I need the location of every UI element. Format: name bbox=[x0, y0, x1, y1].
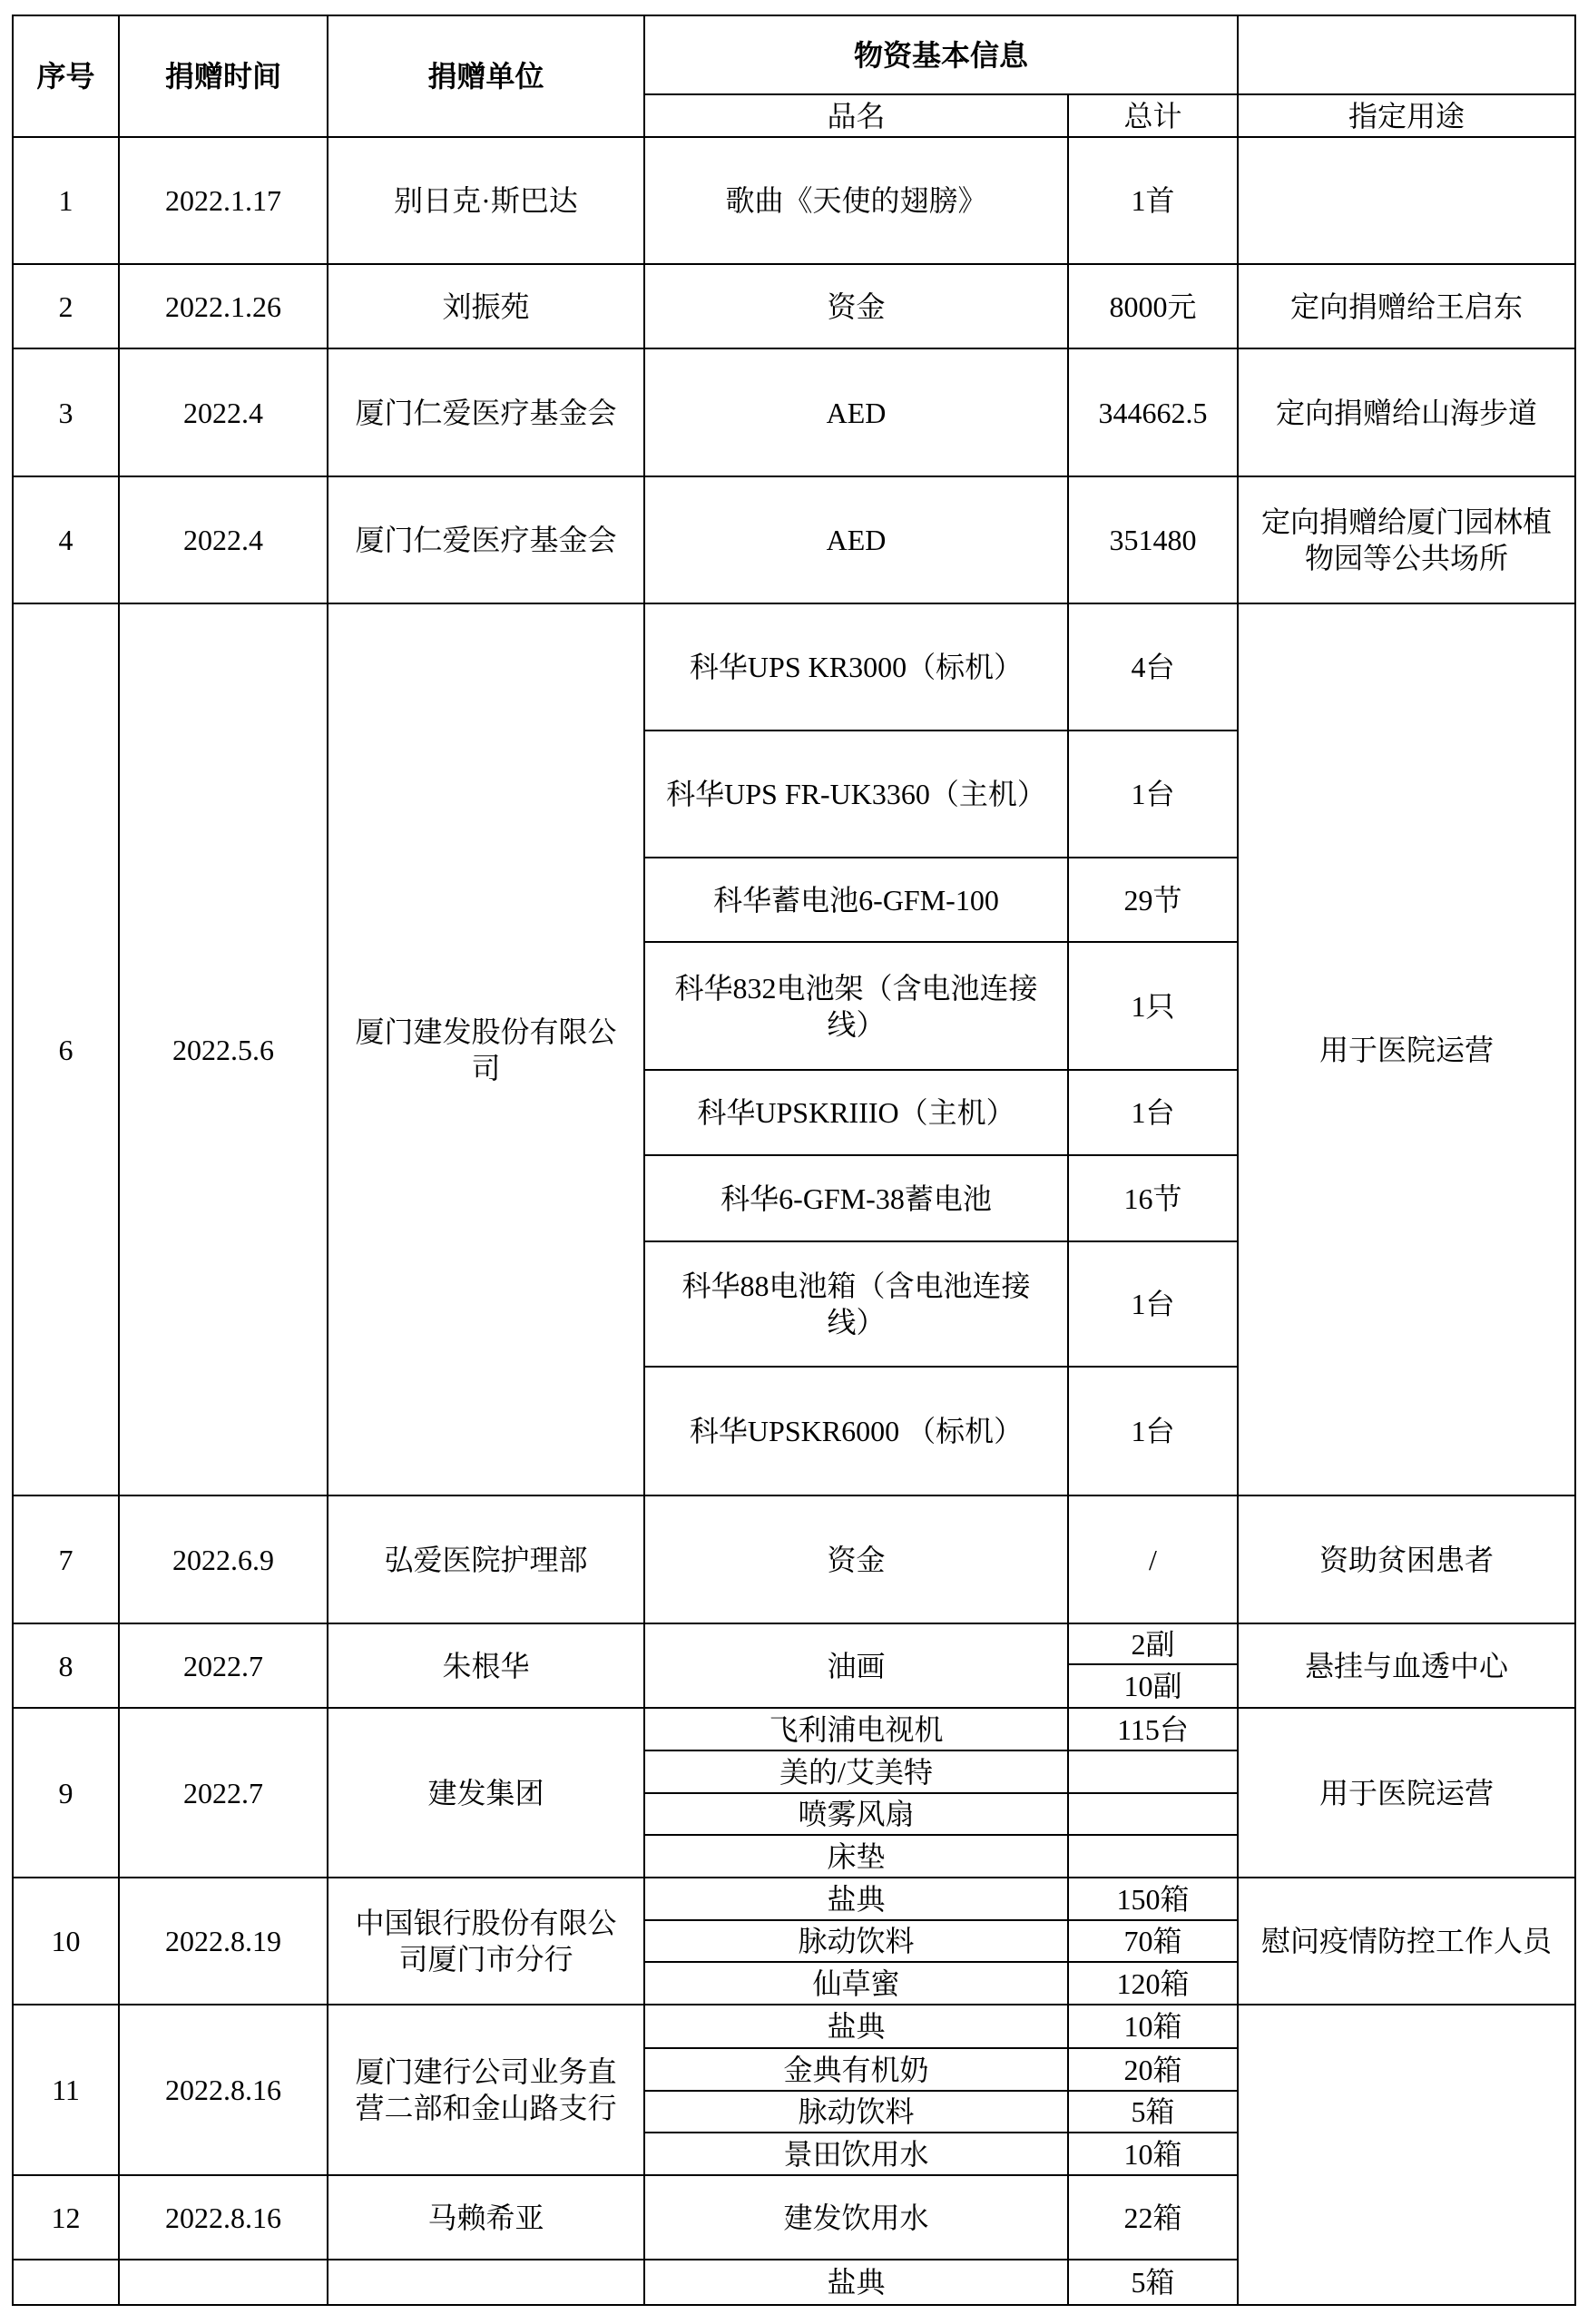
purpose-cell bbox=[1239, 2005, 1576, 2306]
item-name-cell: 盐典 bbox=[645, 2260, 1069, 2306]
seq-cell: 12 bbox=[14, 2176, 120, 2260]
seq-cell: 6 bbox=[14, 604, 120, 1496]
purpose-cell: 慰问疫情防控工作人员 bbox=[1239, 1878, 1576, 2005]
date-cell: 2022.8.16 bbox=[120, 2005, 328, 2176]
item-total-cell: 2副 bbox=[1069, 1624, 1239, 1665]
item-total-cell: 10副 bbox=[1069, 1665, 1239, 1709]
date-cell: 2022.8.19 bbox=[120, 1878, 328, 2005]
seq-cell: 10 bbox=[14, 1878, 120, 2005]
item-name-cell: 歌曲《天使的翅膀》 bbox=[645, 138, 1069, 265]
item-name-cell: AED bbox=[645, 477, 1069, 604]
item-total-cell: 1只 bbox=[1069, 943, 1239, 1071]
item-total-cell: 10箱 bbox=[1069, 2133, 1239, 2176]
item-name-cell: 盐典 bbox=[645, 1878, 1069, 1921]
date-cell: 2022.7 bbox=[120, 1709, 328, 1878]
donor-cell: 马赖希亚 bbox=[328, 2176, 645, 2260]
item-total-cell bbox=[1069, 1751, 1239, 1794]
header-date: 捐赠时间 bbox=[120, 16, 328, 138]
item-total-cell: 5箱 bbox=[1069, 2260, 1239, 2306]
item-total-cell: 1台 bbox=[1069, 731, 1239, 858]
seq-cell: 3 bbox=[14, 349, 120, 477]
item-total-cell: 4台 bbox=[1069, 604, 1239, 731]
date-cell: 2022.8.16 bbox=[120, 2176, 328, 2260]
item-total-cell: 1台 bbox=[1069, 1368, 1239, 1496]
item-name-cell: 科华88电池箱（含电池连接线） bbox=[645, 1242, 1069, 1368]
header-empty-cell bbox=[1239, 16, 1576, 95]
item-name-cell: 飞利浦电视机 bbox=[645, 1709, 1069, 1751]
header-total: 总计 bbox=[1069, 95, 1239, 138]
purpose-cell: 资助贫困患者 bbox=[1239, 1496, 1576, 1624]
item-name-cell: 脉动饮料 bbox=[645, 1921, 1069, 1963]
item-name-cell: 科华UPS FR-UK3360（主机） bbox=[645, 731, 1069, 858]
item-total-cell: 115台 bbox=[1069, 1709, 1239, 1751]
item-name-cell: 科华UPS KR3000（标机） bbox=[645, 604, 1069, 731]
header-item-name: 品名 bbox=[645, 95, 1069, 138]
item-name-cell: 景田饮用水 bbox=[645, 2133, 1069, 2176]
donor-cell: 中国银行股份有限公司厦门市分行 bbox=[328, 1878, 645, 2005]
donor-cell: 弘爱医院护理部 bbox=[328, 1496, 645, 1624]
item-name-cell: 资金 bbox=[645, 1496, 1069, 1624]
item-name-cell: 科华蓄电池6-GFM-100 bbox=[645, 858, 1069, 943]
date-cell: 2022.1.17 bbox=[120, 138, 328, 265]
item-total-cell: 1台 bbox=[1069, 1071, 1239, 1156]
item-name-cell: 喷雾风扇 bbox=[645, 1794, 1069, 1836]
purpose-cell: 定向捐赠给厦门园林植物园等公共场所 bbox=[1239, 477, 1576, 604]
date-cell: 2022.6.9 bbox=[120, 1496, 328, 1624]
item-total-cell: 5箱 bbox=[1069, 2092, 1239, 2133]
item-total-cell: 22箱 bbox=[1069, 2176, 1239, 2260]
item-total-cell: 120箱 bbox=[1069, 1963, 1239, 2005]
item-name-cell: 建发饮用水 bbox=[645, 2176, 1069, 2260]
purpose-cell: 定向捐赠给王启东 bbox=[1239, 265, 1576, 349]
purpose-cell: 用于医院运营 bbox=[1239, 604, 1576, 1496]
donor-cell: 厦门仁爱医疗基金会 bbox=[328, 477, 645, 604]
header-purpose: 指定用途 bbox=[1239, 95, 1576, 138]
donor-cell: 建发集团 bbox=[328, 1709, 645, 1878]
item-name-cell: AED bbox=[645, 349, 1069, 477]
item-name-cell: 科华UPSKR6000 （标机） bbox=[645, 1368, 1069, 1496]
purpose-cell bbox=[1239, 138, 1576, 265]
item-total-cell: 1首 bbox=[1069, 138, 1239, 265]
item-name-cell: 科华6-GFM-38蓄电池 bbox=[645, 1156, 1069, 1242]
seq-cell: 9 bbox=[14, 1709, 120, 1878]
item-total-cell: 150箱 bbox=[1069, 1878, 1239, 1921]
item-name-cell: 盐典 bbox=[645, 2005, 1069, 2049]
item-total-cell: 8000元 bbox=[1069, 265, 1239, 349]
item-total-cell: 1台 bbox=[1069, 1242, 1239, 1368]
item-total-cell: 70箱 bbox=[1069, 1921, 1239, 1963]
date-cell: 2022.7 bbox=[120, 1624, 328, 1709]
date-cell: 2022.4 bbox=[120, 349, 328, 477]
header-donor: 捐赠单位 bbox=[328, 16, 645, 138]
item-name-cell: 科华UPSKRIIIO（主机） bbox=[645, 1071, 1069, 1156]
item-name-cell: 床垫 bbox=[645, 1836, 1069, 1878]
item-total-cell bbox=[1069, 1836, 1239, 1878]
item-name-cell: 美的/艾美特 bbox=[645, 1751, 1069, 1794]
item-name-cell: 资金 bbox=[645, 265, 1069, 349]
item-total-cell: 29节 bbox=[1069, 858, 1239, 943]
header-seq: 序号 bbox=[14, 16, 120, 138]
donor-cell bbox=[328, 2260, 645, 2306]
header-material-info: 物资基本信息 bbox=[645, 16, 1239, 95]
item-name-cell: 脉动饮料 bbox=[645, 2092, 1069, 2133]
seq-cell: 4 bbox=[14, 477, 120, 604]
item-total-cell: 351480 bbox=[1069, 477, 1239, 604]
seq-cell: 1 bbox=[14, 138, 120, 265]
item-total-cell: / bbox=[1069, 1496, 1239, 1624]
seq-cell: 7 bbox=[14, 1496, 120, 1624]
donation-table bbox=[12, 15, 1576, 2306]
donor-cell: 朱根华 bbox=[328, 1624, 645, 1709]
date-cell: 2022.5.6 bbox=[120, 604, 328, 1496]
seq-cell bbox=[14, 2260, 120, 2306]
item-total-cell: 20箱 bbox=[1069, 2049, 1239, 2092]
donor-cell: 厦门建行公司业务直营二部和金山路支行 bbox=[328, 2005, 645, 2176]
donor-cell: 厦门建发股份有限公司 bbox=[328, 604, 645, 1496]
purpose-cell: 悬挂与血透中心 bbox=[1239, 1624, 1576, 1709]
purpose-cell: 用于医院运营 bbox=[1239, 1709, 1576, 1878]
seq-cell: 2 bbox=[14, 265, 120, 349]
item-total-cell: 344662.5 bbox=[1069, 349, 1239, 477]
date-cell: 2022.4 bbox=[120, 477, 328, 604]
donor-cell: 厦门仁爱医疗基金会 bbox=[328, 349, 645, 477]
item-name-cell: 金典有机奶 bbox=[645, 2049, 1069, 2092]
donor-cell: 刘振苑 bbox=[328, 265, 645, 349]
date-cell: 2022.1.26 bbox=[120, 265, 328, 349]
purpose-cell: 定向捐赠给山海步道 bbox=[1239, 349, 1576, 477]
item-total-cell: 16节 bbox=[1069, 1156, 1239, 1242]
item-total-cell bbox=[1069, 1794, 1239, 1836]
item-name-cell: 科华832电池架（含电池连接线） bbox=[645, 943, 1069, 1071]
donor-cell: 别日克·斯巴达 bbox=[328, 138, 645, 265]
seq-cell: 8 bbox=[14, 1624, 120, 1709]
item-name-cell: 仙草蜜 bbox=[645, 1963, 1069, 2005]
date-cell bbox=[120, 2260, 328, 2306]
item-total-cell: 10箱 bbox=[1069, 2005, 1239, 2049]
item-name-cell: 油画 bbox=[645, 1624, 1069, 1709]
seq-cell: 11 bbox=[14, 2005, 120, 2176]
